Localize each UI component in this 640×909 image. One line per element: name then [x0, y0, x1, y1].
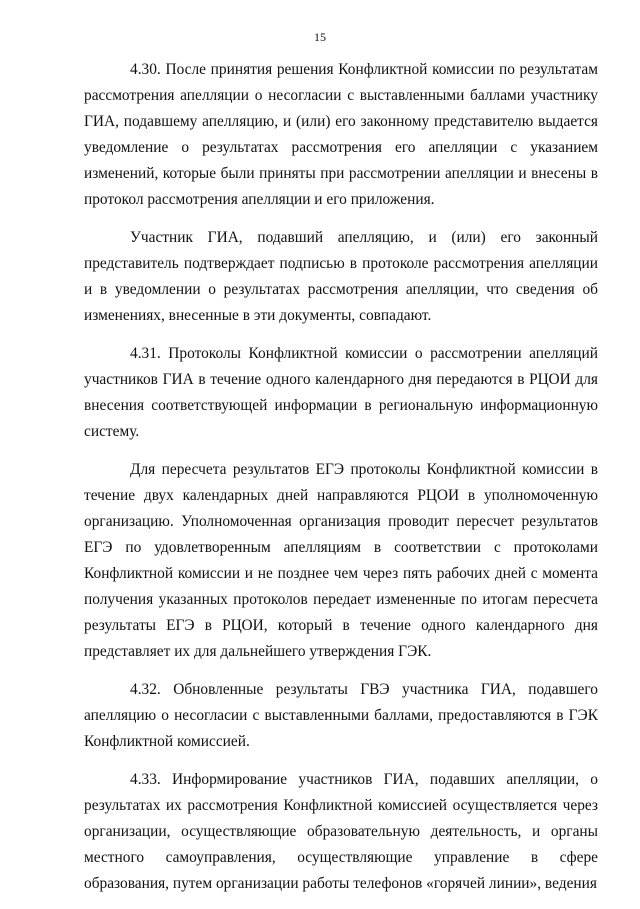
page-number: 15 — [314, 30, 326, 44]
paragraph-4-30: 4.30. После принятия решения Конфликтной комиссии по результатам рассмотрения апелляции о несогласии с выставленными баллами участнику ГИА, подавшему апелляцию, и (или) его законному представителю выдается уведомление о результатах рассмотрения его апелляции с указанием изменений, которые были приняты при рассмотрении апелляции и внесены в протокол рассмотрения апелляции и его приложения. — [84, 61, 598, 208]
document-body — [84, 57, 598, 909]
paragraph-4-32: 4.32. Обновленные результаты ГВЭ участника ГИА, подавшего апелляцию о несогласии с выставленными баллами, предоставляются в ГЭК Конфликтной комиссией. — [84, 681, 598, 750]
paragraph-participant-confirmation: Участник ГИА, подавший апелляцию, и (или) его законный представитель подтверждает подписью в протоколе рассмотрения апелляции и в уведомлении о результатах рассмотрения апелляции, что сведения об изменениях, внесенные в эти документы, совпадают. — [84, 229, 598, 324]
paragraph-ege-recalculation: Для пересчета результатов ЕГЭ протоколы Конфликтной комиссии в течение двух календарных дней направляются РЦОИ в уполномоченную организацию. Уполномоченная организация проводит пересчет результатов ЕГЭ по удовлетворенным апелляциям в соответствии с протоколами Конфликтной комиссии и не позднее чем через пять рабочих дней с момента получения указанных протоколов передает измененные по итогам пересчета результаты ЕГЭ в РЦОИ, который в течение одного календарного дня представляет их для дальнейшего утверждения ГЭК. — [84, 461, 598, 660]
paragraph-4-33: 4.33. Информирование участников ГИА, подавших апелляции, о результатах их рассмотрения Конфликтной комиссией осуществляется через организации, осуществляющие образовательную деятельность, и органы местного самоуправления, осуществляющие управление в сфере образования, путем организации работы телефонов «горячей линии», ведения — [84, 771, 598, 892]
paragraph-4-31: 4.31. Протоколы Конфликтной комиссии о рассмотрении апелляций участников ГИА в течение одного календарного дня передаются в РЦОИ для внесения соответствующей информации в региональную информационную систему. — [84, 345, 598, 440]
